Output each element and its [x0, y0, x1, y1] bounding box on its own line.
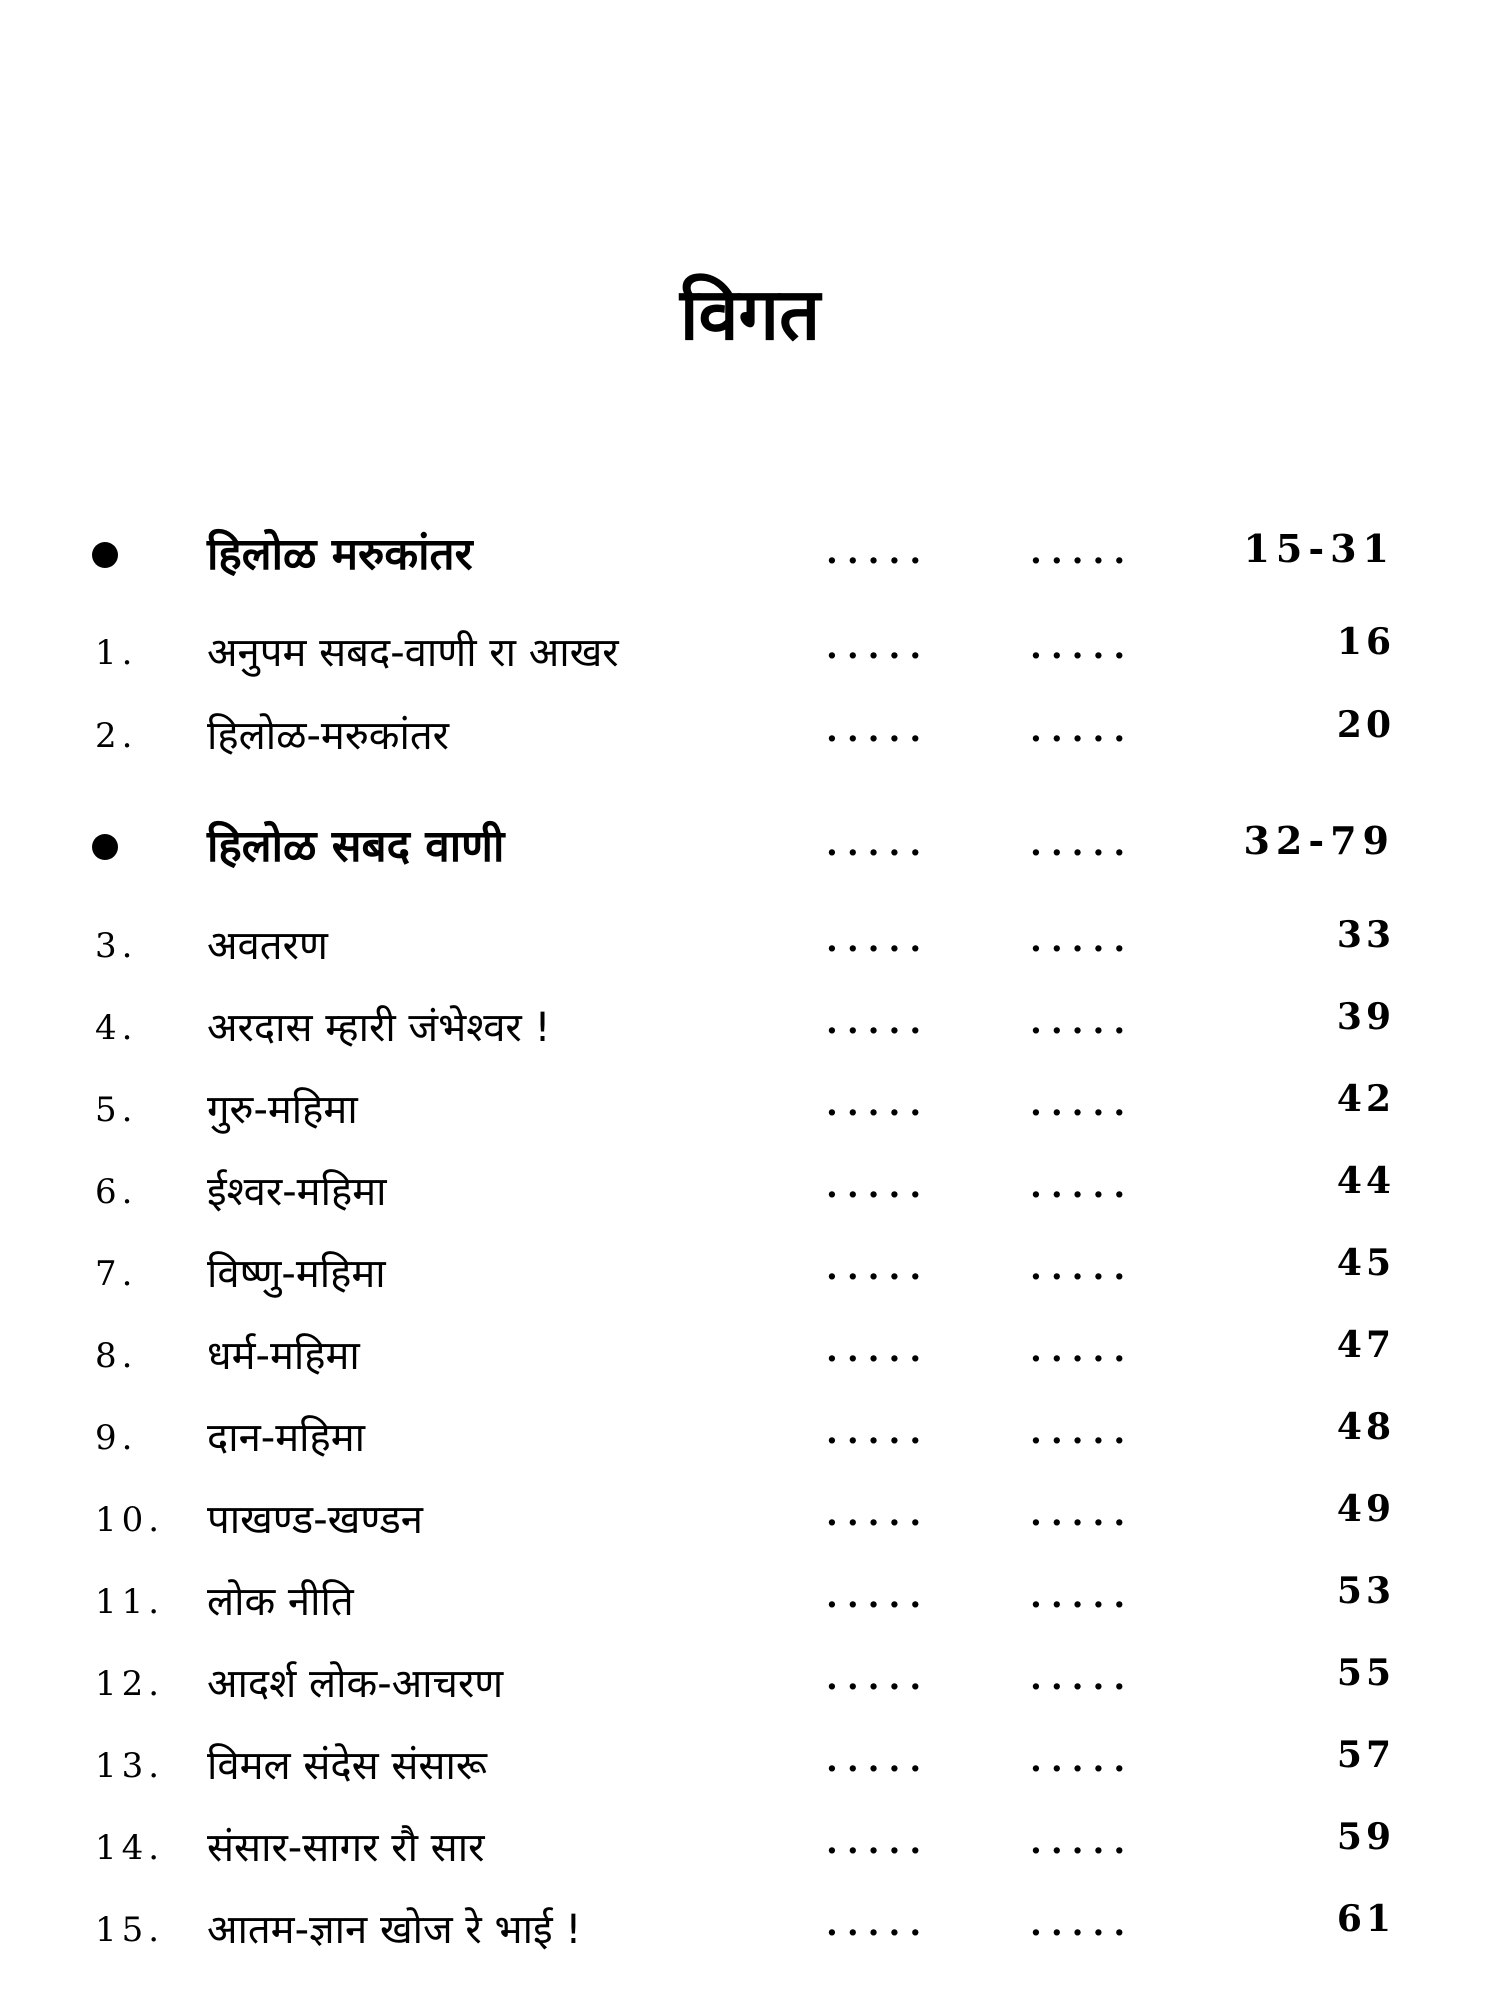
entry-number: 8. [95, 1336, 138, 1376]
entry-title: विमल संदेस संसारू [207, 1743, 487, 1789]
entry-title: अरदास म्हारी जंभेश्वर ! [207, 1005, 551, 1051]
page-number: 45 [1336, 1242, 1395, 1284]
entry-number: 12. [95, 1664, 165, 1704]
entry-number: 5. [95, 1090, 138, 1130]
dot-leader: ..... [826, 1002, 931, 1042]
entry-number: 1. [95, 633, 138, 673]
dot-leader: ..... [1030, 532, 1135, 572]
entry-number: 14. [95, 1828, 165, 1868]
page-number: 47 [1336, 1324, 1395, 1366]
toc-entry [0, 615, 1500, 685]
entry-title: हिलोळ सबद वाणी [207, 821, 505, 872]
entry-title: अनुपम सबद-वाणी रा आखर [207, 630, 619, 676]
page-number: 42 [1336, 1078, 1395, 1120]
toc-section [0, 812, 1500, 882]
dot-leader: ..... [826, 1166, 931, 1206]
page-number: 57 [1336, 1734, 1395, 1776]
dot-leader: ..... [1030, 1904, 1135, 1944]
entry-number: 11. [95, 1582, 165, 1622]
entry-title: पाखण्ड-खण्डन [207, 1497, 423, 1543]
dot-leader: ..... [1030, 1494, 1135, 1534]
dot-leader: ..... [1030, 920, 1135, 960]
dot-leader: ..... [1030, 1740, 1135, 1780]
page-number: 48 [1336, 1406, 1395, 1448]
entry-title: धर्म-महिमा [207, 1333, 360, 1379]
page-number: 16 [1336, 621, 1395, 663]
dot-leader: ..... [826, 532, 931, 572]
page-number: 32-79 [1243, 818, 1395, 863]
dot-leader: ..... [826, 1658, 931, 1698]
entry-number: 4. [95, 1008, 138, 1048]
entry-title: हिलोळ-मरुकांतर [207, 713, 449, 759]
dot-leader: ..... [1030, 1330, 1135, 1370]
dot-leader: ..... [826, 824, 931, 864]
bullet-icon [92, 542, 118, 568]
entry-title: हिलोळ मरुकांतर [207, 529, 473, 580]
dot-leader: ..... [1030, 1822, 1135, 1862]
dot-leader: ..... [826, 1822, 931, 1862]
entry-number: 2. [95, 716, 138, 756]
dot-leader: ..... [1030, 1248, 1135, 1288]
entry-title: लोक नीति [207, 1579, 354, 1625]
dot-leader: ..... [826, 1084, 931, 1124]
dot-leader: ..... [826, 1494, 931, 1534]
toc-entry [0, 1072, 1500, 1142]
page-number: 55 [1336, 1652, 1395, 1694]
page-number: 44 [1336, 1160, 1395, 1202]
entry-title: आदर्श लोक-आचरण [207, 1661, 504, 1707]
toc-entry [0, 908, 1500, 978]
toc-entry [0, 1236, 1500, 1306]
dot-leader: ..... [1030, 1002, 1135, 1042]
toc-section [0, 520, 1500, 590]
entry-number: 10. [95, 1500, 165, 1540]
page-number: 15-31 [1243, 526, 1395, 571]
dot-leader: ..... [826, 920, 931, 960]
page-number: 61 [1336, 1898, 1395, 1940]
dot-leader: ..... [1030, 1658, 1135, 1698]
page-number: 53 [1336, 1570, 1395, 1612]
dot-leader: ..... [826, 1904, 931, 1944]
entry-title: आतम-ज्ञान खोज रे भाई ! [207, 1907, 582, 1953]
toc-entry [0, 1646, 1500, 1716]
entry-number: 15. [95, 1910, 165, 1950]
toc-entry [0, 698, 1500, 768]
toc-entry [0, 1892, 1500, 1962]
dot-leader: ..... [826, 1248, 931, 1288]
dot-leader: ..... [1030, 1166, 1135, 1206]
dot-leader: ..... [1030, 710, 1135, 750]
page-title: विगत [679, 272, 821, 356]
entry-title: विष्णु-महिमा [207, 1251, 386, 1297]
toc-entry [0, 1810, 1500, 1880]
dot-leader: ..... [1030, 1084, 1135, 1124]
page-number: 20 [1336, 704, 1395, 746]
toc-entry [0, 1728, 1500, 1798]
dot-leader: ..... [826, 1576, 931, 1616]
dot-leader: ..... [826, 627, 931, 667]
bullet-icon [92, 834, 118, 860]
dot-leader: ..... [826, 710, 931, 750]
toc-entry [0, 1154, 1500, 1224]
entry-number: 6. [95, 1172, 138, 1212]
entry-number: 3. [95, 926, 138, 966]
entry-number: 7. [95, 1254, 138, 1294]
page-number: 39 [1336, 996, 1395, 1038]
dot-leader: ..... [826, 1740, 931, 1780]
toc-entry [0, 1564, 1500, 1634]
page-number: 33 [1336, 914, 1395, 956]
dot-leader: ..... [1030, 824, 1135, 864]
dot-leader: ..... [1030, 1412, 1135, 1452]
entry-title: ईश्वर-महिमा [207, 1169, 387, 1215]
entry-title: अवतरण [207, 923, 328, 969]
toc-entry [0, 1318, 1500, 1388]
toc-entry [0, 1400, 1500, 1470]
toc-entry [0, 1482, 1500, 1552]
page-number: 49 [1336, 1488, 1395, 1530]
entry-title: संसार-सागर रौ सार [207, 1825, 485, 1871]
entry-number: 13. [95, 1746, 165, 1786]
entry-title: गुरु-महिमा [207, 1087, 358, 1133]
dot-leader: ..... [1030, 1576, 1135, 1616]
toc-entry [0, 990, 1500, 1060]
dot-leader: ..... [826, 1412, 931, 1452]
dot-leader: ..... [826, 1330, 931, 1370]
page-number: 59 [1336, 1816, 1395, 1858]
entry-number: 9. [95, 1418, 138, 1458]
dot-leader: ..... [1030, 627, 1135, 667]
entry-title: दान-महिमा [207, 1415, 366, 1461]
